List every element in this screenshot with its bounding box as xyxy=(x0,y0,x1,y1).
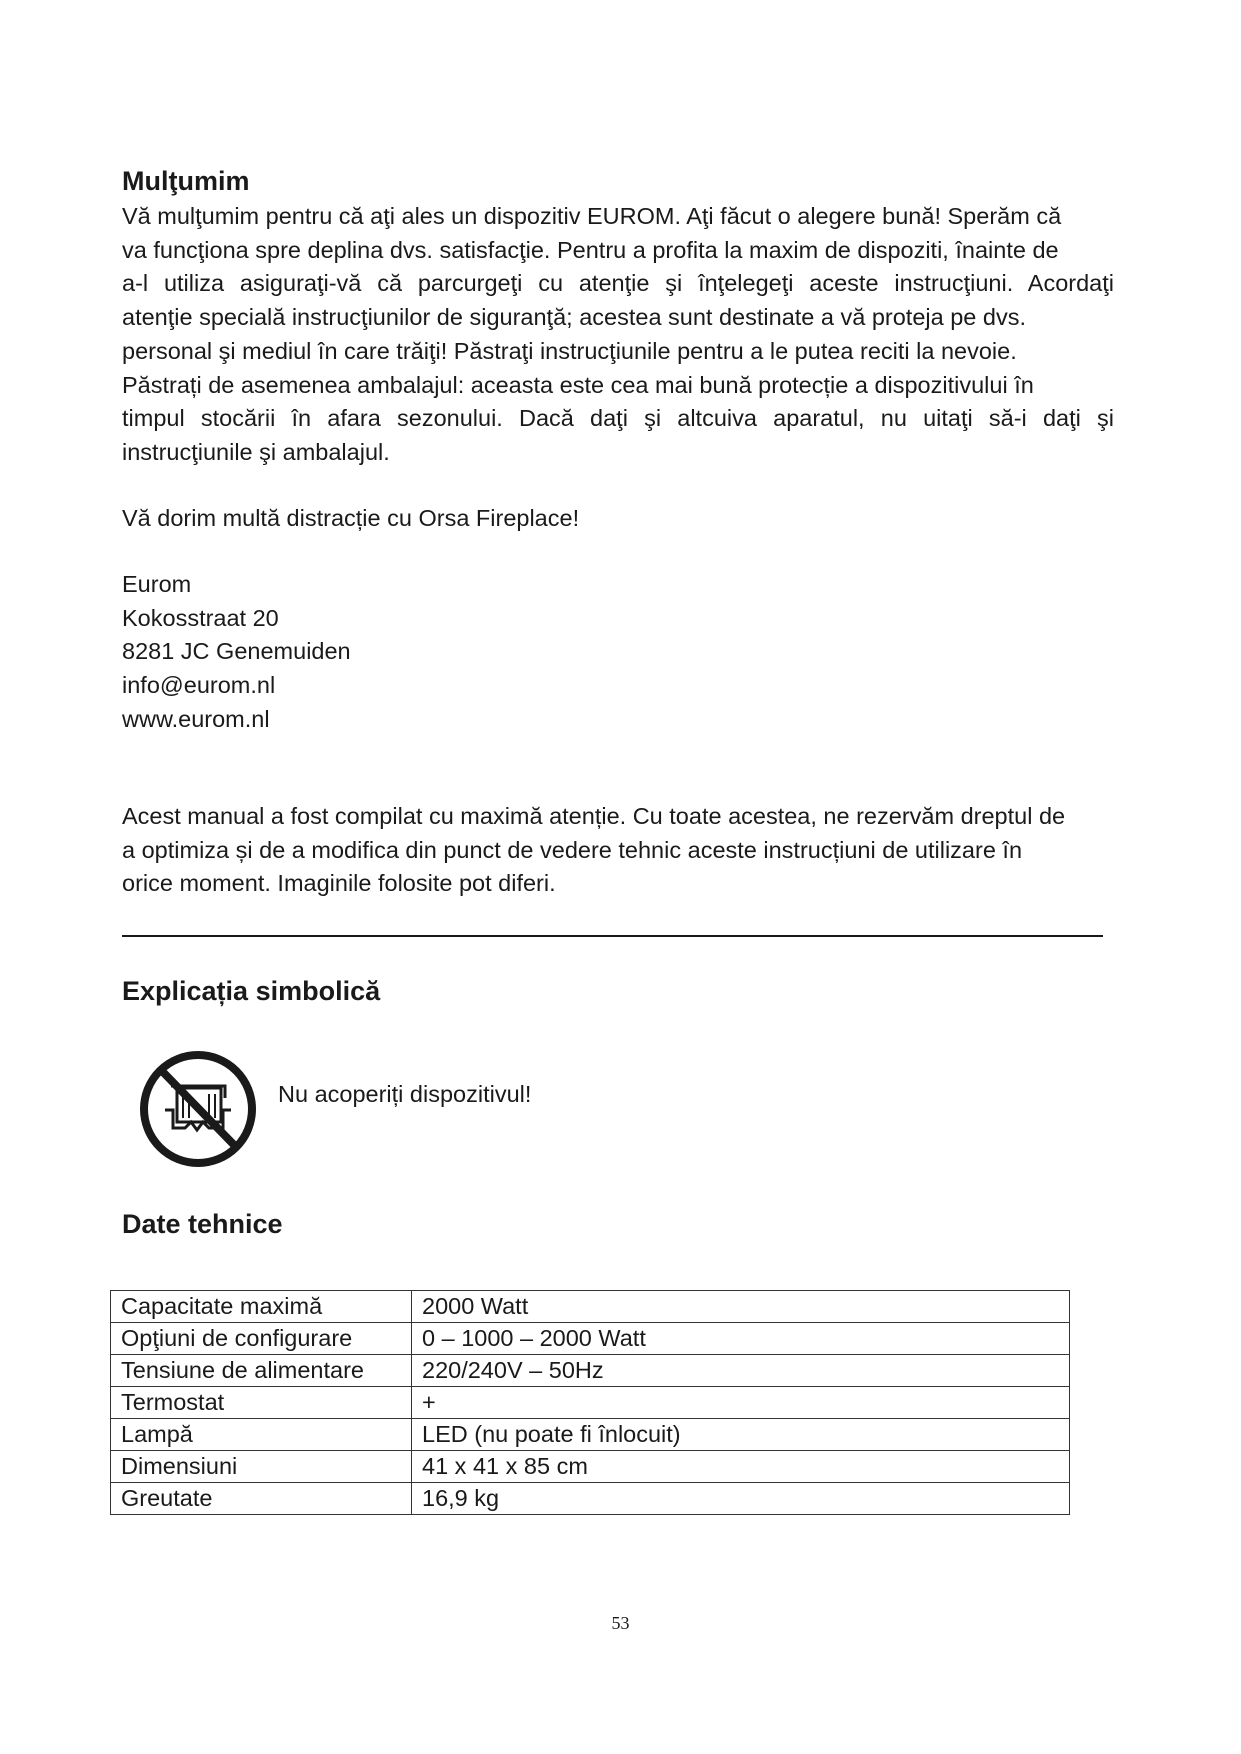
table-row xyxy=(111,1323,1070,1355)
spec-value: + xyxy=(412,1387,1070,1419)
spec-value: 2000 Watt xyxy=(412,1291,1070,1323)
company-name: Eurom xyxy=(122,571,192,597)
website-link[interactable]: www.eurom.nl xyxy=(122,705,270,732)
table-row xyxy=(111,1387,1070,1419)
disclaimer-paragraph xyxy=(122,800,1122,901)
table-row xyxy=(111,1483,1070,1515)
table-row xyxy=(111,1419,1070,1451)
paragraph-line: va funcţiona spre deplina dvs. satisfacţie. Pentru a profita la maxim de dispoziti, înainte de xyxy=(122,236,1059,263)
spec-label: Termostat xyxy=(111,1387,412,1419)
paragraph-line: atenţie specială instrucţiunilor de siguranţă; acestea sunt destinate a vă proteja pe dvs. xyxy=(122,304,1026,331)
spec-label: Greutate xyxy=(111,1483,412,1515)
table-row xyxy=(111,1355,1070,1387)
do-not-cover-icon xyxy=(137,1048,259,1170)
tech-heading: Date tehnice xyxy=(122,1209,283,1239)
spec-value: 41 x 41 x 85 cm xyxy=(412,1451,1070,1483)
paragraph-line: a-l utiliza asiguraţi-vă că parcurgeţi cu atenţie şi înţelegeţi aceste instrucţiuni. Acordaţi xyxy=(122,270,1114,297)
table-row xyxy=(111,1451,1070,1483)
thanks-paragraph xyxy=(122,200,1114,470)
street: Kokosstraat 20 xyxy=(122,604,279,631)
paragraph-line: orice moment. Imaginile folosite pot diferi. xyxy=(122,870,556,897)
paragraph-line: Păstrați de asemenea ambalajul: aceasta este cea mai bună protecție a dispozitivului în xyxy=(122,371,1034,398)
postal-city: 8281 JC Genemuiden xyxy=(122,638,351,665)
symbols-heading: Explicația simbolică xyxy=(122,976,381,1006)
paragraph-line: personal şi mediul în care trăiţi! Păstraţi instrucţiunile pentru a le putea reciti la nevoie. xyxy=(122,337,1017,364)
spec-value: 16,9 kg xyxy=(412,1483,1070,1515)
email-link[interactable]: info@eurom.nl xyxy=(122,672,276,699)
paragraph-line: Acest manual a fost compilat cu maximă atenție. Cu toate acestea, ne rezervăm dreptul de xyxy=(122,803,1066,829)
thanks-heading: Mulţumim xyxy=(122,166,250,196)
paragraph-line: timpul stocării în afara sezonului. Dacă daţi şi altcuiva aparatul, nu uitaţi să-i daţi şi xyxy=(122,405,1114,432)
spec-label: Capacitate maximă xyxy=(111,1291,412,1323)
spec-value: LED (nu poate fi înlocuit) xyxy=(412,1419,1070,1451)
paragraph-line: a optimiza și de a modifica din punct de vedere tehnic aceste instrucțiuni de utilizare în xyxy=(122,836,1023,863)
closing-line: Vă dorim multă distracție cu Orsa Fireplace! xyxy=(122,505,580,531)
do-not-cover-text: Nu acoperiți dispozitivul! xyxy=(278,1081,532,1107)
tech-specs-table xyxy=(110,1290,1070,1515)
paragraph-line: Vă mulţumim pentru că aţi ales un dispozitiv EUROM. Aţi făcut o alegere bună! Sperăm că xyxy=(122,203,1062,229)
spec-label: Lampă xyxy=(111,1419,412,1451)
spec-value: 0 – 1000 – 2000 Watt xyxy=(412,1323,1070,1355)
address-block xyxy=(122,568,351,737)
spec-label: Tensiune de alimentare xyxy=(111,1355,412,1387)
table-row xyxy=(111,1291,1070,1323)
spec-value: 220/240V – 50Hz xyxy=(412,1355,1070,1387)
spec-label: Opţiuni de configurare xyxy=(111,1323,412,1355)
paragraph-line: instrucţiunile şi ambalajul. xyxy=(122,438,390,465)
spec-label: Dimensiuni xyxy=(111,1451,412,1483)
section-divider xyxy=(122,935,1103,937)
page-number: 53 xyxy=(611,1613,630,1633)
